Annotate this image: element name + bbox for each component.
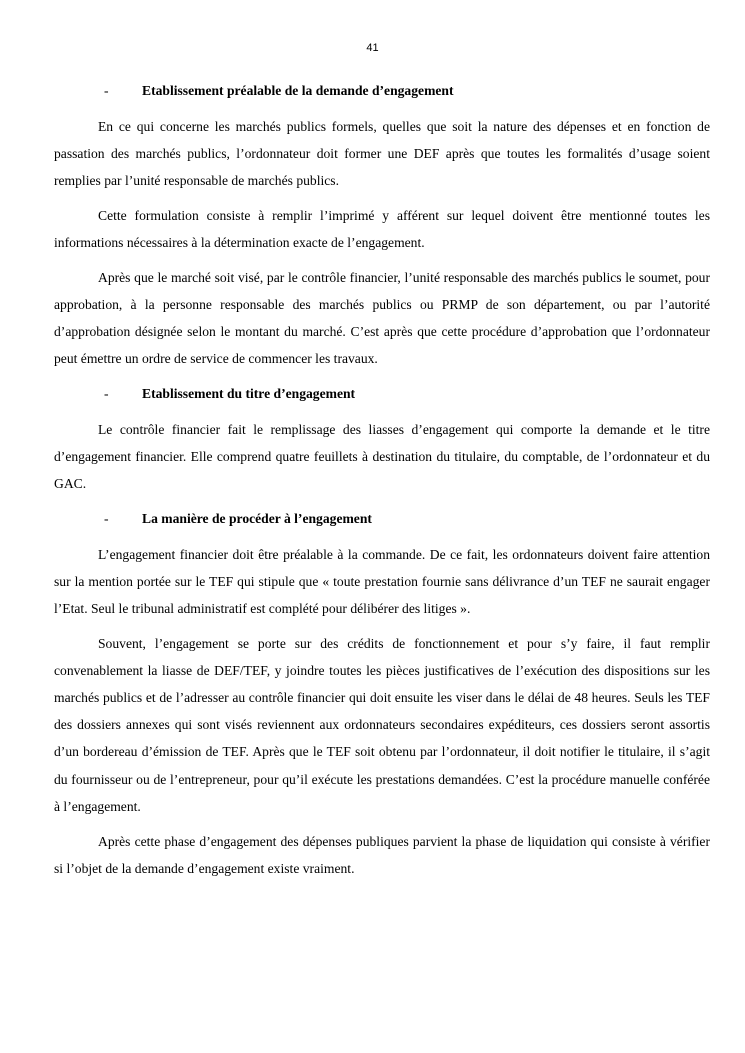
paragraph: Cette formulation consiste à remplir l’imprimé y afférent sur lequel doivent être mentionné toutes les informations nécessaires à la détermination exacte de l’engagement. (54, 207, 710, 250)
document-body (54, 77, 710, 889)
paragraph: En ce qui concerne les marchés publics formels, quelles que soit la nature des dépenses et en fonction de passation des marchés publics, l’ordonnateur doit former une DEF après que toutes les formalités d’usage soient remplies par l’unité responsable de marchés publics. (54, 118, 710, 189)
heading-text: Etablissement du titre d’engagement (142, 386, 356, 402)
section-heading (54, 380, 710, 407)
section-heading (54, 77, 710, 104)
heading-bullet: - (104, 386, 109, 402)
paragraph: Souvent, l’engagement se porte sur des crédits de fonctionnement et pour s’y faire, il faut remplir convenablement la liasse de DEF/TEF, y joindre toutes les pièces justificatives de l’exécution des dispositions sur les marchés publics et de l’adresser au contrôle financier qui doit ensuite les viser dans le délai de 48 heures. Seuls les TEF des dossiers annexes qui sont visés reviennent aux ordonnateurs secondaires expéditeurs, ces dossiers seront assortis d’un bordereau d’émission de TEF. Après que le TEF soit obtenu par l’ordonnateur, il doit notifier le titulaire, il s’agit du fournisseur ou de l’entrepreneur, pour qu’il exécute les prestations demandées. C’est la procédure manuelle conférée à l’engagement. (54, 635, 710, 814)
paragraph: Après que le marché soit visé, par le contrôle financier, l’unité responsable des marchés publics le soumet, pour approbation, à la personne responsable des marchés publics ou PRMP de son département, ou par l’autorité d’approbation désignée selon le montant du marché. C’est après que cette procédure d’approbation que l’ordonnateur peut émettre un ordre de service de commencer les travaux. (54, 269, 710, 367)
paragraph: Le contrôle financier fait le remplissage des liasses d’engagement qui comporte la demande et le titre d’engagement financier. Elle comprend quatre feuillets à destination du titulaire, du comptable, de l’ordonnateur et du GAC. (54, 421, 710, 492)
page-number: 41 (366, 42, 379, 54)
paragraph: L’engagement financier doit être préalable à la commande. De ce fait, les ordonnateurs doivent faire attention sur la mention portée sur le TEF qui stipule que « toute prestation fournie sans délivrance d’un TEF ne saurait engager l’Etat. Seul le tribunal administratif est complété pour délibérer des litiges ». (54, 546, 710, 616)
paragraph: Après cette phase d’engagement des dépenses publiques parvient la phase de liquidation qui consiste à vérifier si l’objet de la demande d’engagement existe vraiment. (54, 833, 710, 876)
heading-text: La manière de procéder à l’engagement (142, 510, 372, 526)
heading-bullet: - (104, 510, 109, 526)
heading-text: Etablissement préalable de la demande d’engagement (142, 83, 454, 98)
heading-bullet: - (104, 83, 109, 98)
section-heading (54, 505, 710, 532)
